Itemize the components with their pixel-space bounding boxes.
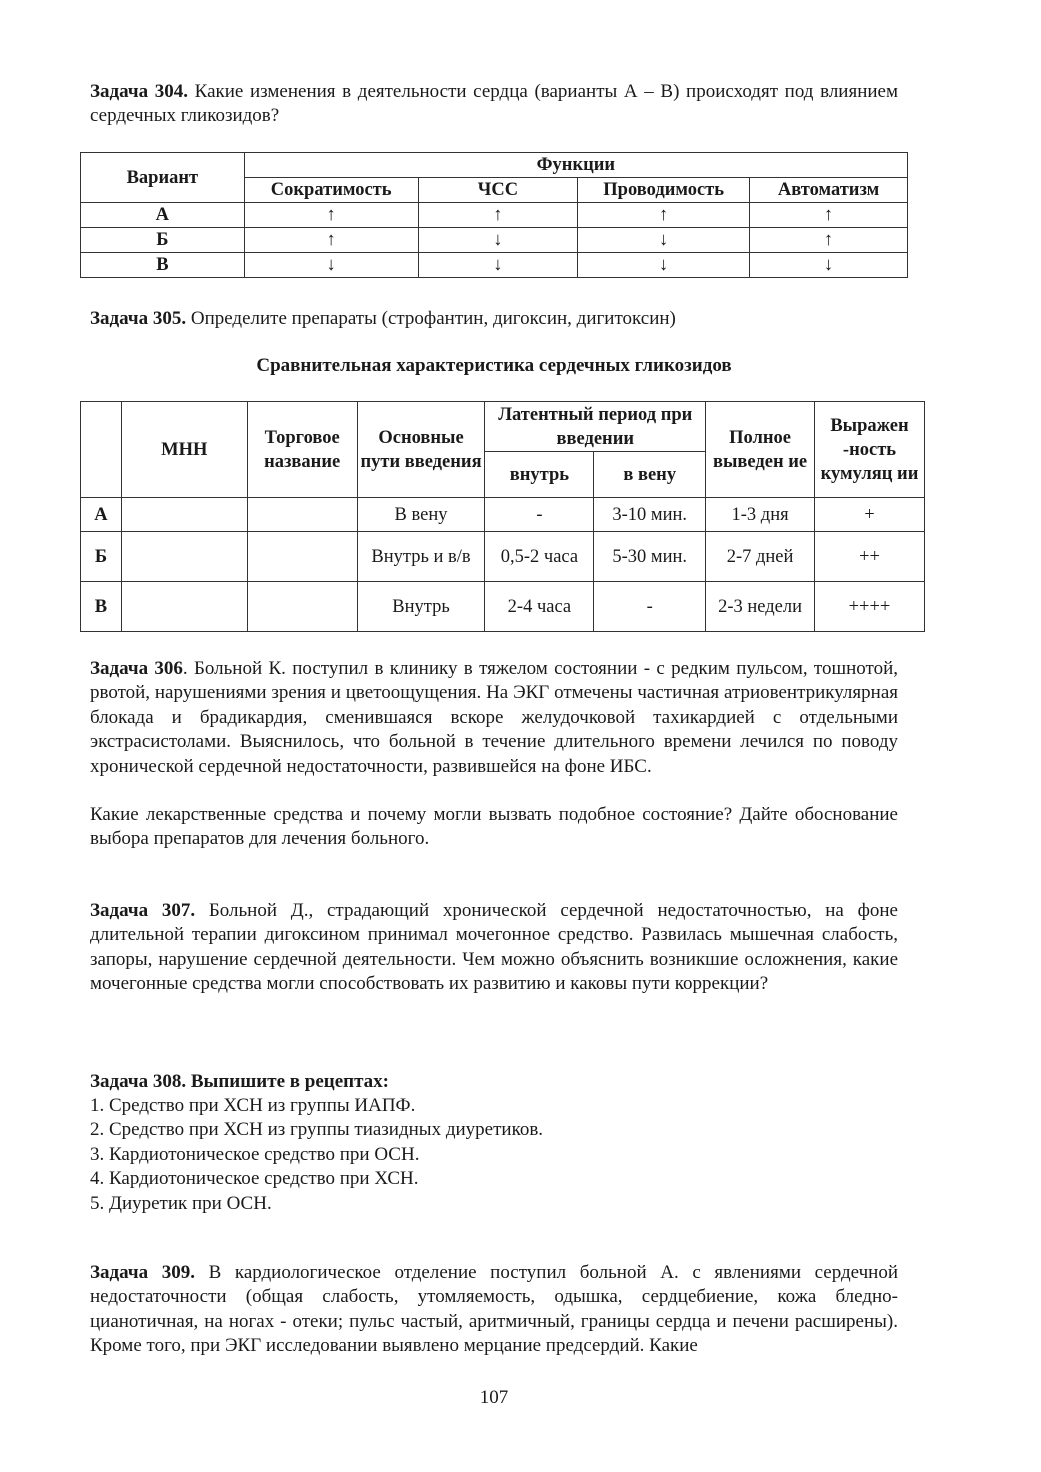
row-label: А — [81, 203, 245, 228]
arrow-cell: ↓ — [578, 228, 750, 253]
task-307-paragraph — [90, 899, 898, 997]
routes-header: Основные пути введения — [357, 402, 485, 498]
prescription-list — [90, 1094, 543, 1216]
mnn-header: МНН — [121, 402, 247, 498]
elim-cell: 1-3 дня — [706, 498, 815, 532]
task-309-label: Задача 309. — [90, 1262, 195, 1283]
latent-period-header: Латентный период при введении — [485, 402, 706, 452]
table-title: Сравнительная характеристика сердечных гликозидов — [256, 355, 732, 376]
mnn-cell — [121, 582, 247, 632]
task-307-label: Задача 307. — [90, 900, 196, 921]
iv-cell: 5-30 мин. — [594, 532, 706, 582]
table-row — [81, 498, 925, 532]
iv-cell: 3-10 мин. — [594, 498, 706, 532]
list-item: 3. Кардиотоническое средство при ОСН. — [90, 1143, 420, 1165]
arrow-cell: ↑ — [750, 203, 908, 228]
task-304-label: Задача 304. — [90, 81, 188, 102]
elim-cell: 2-3 недели — [706, 582, 815, 632]
page-number: 107 — [479, 1387, 509, 1408]
glycosides-table — [80, 401, 925, 632]
arrow-cell: ↑ — [418, 203, 578, 228]
task-306-question: Какие лекарственные средства и почему могли вызвать подобное состояние? Дайте обоснование выбора препаратов для лечения больного. — [90, 804, 898, 850]
column-header: Автоматизм — [750, 178, 908, 203]
cumul-cell: ++ — [815, 532, 925, 582]
arrow-cell: ↑ — [244, 203, 418, 228]
column-header: Сократимость — [244, 178, 418, 203]
arrow-cell: ↑ — [244, 228, 418, 253]
oral-cell: - — [485, 498, 594, 532]
oral-cell: 2-4 часа — [485, 582, 594, 632]
oral-header: внутрь — [485, 452, 594, 498]
trade-cell — [247, 498, 357, 532]
table-row — [81, 253, 908, 278]
route-cell: Внутрь и в/в — [357, 532, 485, 582]
arrow-cell: ↓ — [244, 253, 418, 278]
task-304-paragraph — [90, 80, 898, 129]
trade-cell — [247, 582, 357, 632]
task-307-text: Больной Д., страдающий хронической сердечной недостаточностью, на фоне длительной терапии дигоксином принимал мочегонное средство. Развилась мышечная слабость, запоры, нарушение сердечной деятельности. Чем можно объяснить возникшие осложнения, какие мочегонные средства могли способствовать их развитию и каковы пути коррекции? — [90, 900, 898, 995]
task-309-text: В кардиологическое отделение поступил больной А. с явлениями сердечной недостаточности (общая слабость, утомляемость, одышка, сердцебиение, кожа бледно-цианотичная, на ногах - отеки; пульс частый, аритмичный, границы сердца и печени расширены). Кроме того, при ЭКГ исследовании выявлено мерцание предсердий. Какие — [90, 1262, 898, 1357]
mnn-cell — [121, 498, 247, 532]
task-308-heading: Задача 308. Выпишите в рецептах: — [90, 1071, 389, 1092]
oral-cell: 0,5-2 часа — [485, 532, 594, 582]
mnn-cell — [121, 532, 247, 582]
variant-header: Вариант — [81, 153, 245, 203]
arrow-cell: ↓ — [750, 253, 908, 278]
trade-name-header: Торговое название — [247, 402, 357, 498]
functions-header: Функции — [244, 153, 907, 178]
task-305-text: Определите препараты (строфантин, дигоксин, дигитоксин) — [186, 308, 676, 329]
row-label: В — [81, 253, 245, 278]
task-306-paragraph — [90, 657, 898, 779]
table-row — [81, 228, 908, 253]
cumulation-header: Выражен -ность кумуляц ии — [815, 402, 925, 498]
elimination-header: Полное выведен ие — [706, 402, 815, 498]
cumul-cell: ++++ — [815, 582, 925, 632]
row-label: Б — [81, 228, 245, 253]
iv-header: в вену — [594, 452, 706, 498]
list-item: 1. Средство при ХСН из группы ИАПФ. — [90, 1095, 416, 1116]
column-header: ЧСС — [418, 178, 578, 203]
task-305-label: Задача 305. — [90, 308, 187, 329]
cardiac-effects-table — [80, 152, 908, 278]
route-cell: В вену — [357, 498, 485, 532]
task-306-text: . Больной К. поступил в клинику в тяжелом состоянии - с редким пульсом, тошнотой, рвотой, нарушениями зрения и цветоощущения. На ЭКГ отмечены частичная атриовентрикулярная блокада и брадикардия, сменившаяся вскоре желудочковой тахикардией с отдельными экстрасистолами. Выяснилось, что больной в течение длительного времени лечился по поводу хронической сердечной недостаточности, развившейся на фоне ИБС. — [90, 658, 898, 777]
arrow-cell: ↓ — [418, 253, 578, 278]
cumul-cell: + — [815, 498, 925, 532]
iv-cell: - — [594, 582, 706, 632]
route-cell: Внутрь — [357, 582, 485, 632]
table-row — [81, 582, 925, 632]
task-306-label: Задача 306 — [90, 658, 183, 679]
list-item: 2. Средство при ХСН из группы тиазидных диуретиков. — [90, 1119, 544, 1141]
row-label: Б — [81, 532, 122, 582]
arrow-cell: ↑ — [750, 228, 908, 253]
task-305-paragraph — [90, 307, 898, 331]
blank-header — [81, 402, 122, 498]
elim-cell: 2-7 дней — [706, 532, 815, 582]
row-label: В — [81, 582, 122, 632]
task-304-text: Какие изменения в деятельности сердца (варианты А – В) происходят под влиянием сердечных гликозидов? — [90, 81, 898, 127]
column-header: Проводимость — [578, 178, 750, 203]
arrow-cell: ↓ — [418, 228, 578, 253]
arrow-cell: ↓ — [578, 253, 750, 278]
table-row — [81, 203, 908, 228]
table-row — [81, 532, 925, 582]
list-item: 4. Кардиотоническое средство при ХСН. — [90, 1168, 419, 1190]
trade-cell — [247, 532, 357, 582]
row-label: А — [81, 498, 122, 532]
list-item: 5. Диуретик при ОСН. — [90, 1192, 272, 1214]
task-309-paragraph — [90, 1261, 898, 1359]
arrow-cell: ↑ — [578, 203, 750, 228]
